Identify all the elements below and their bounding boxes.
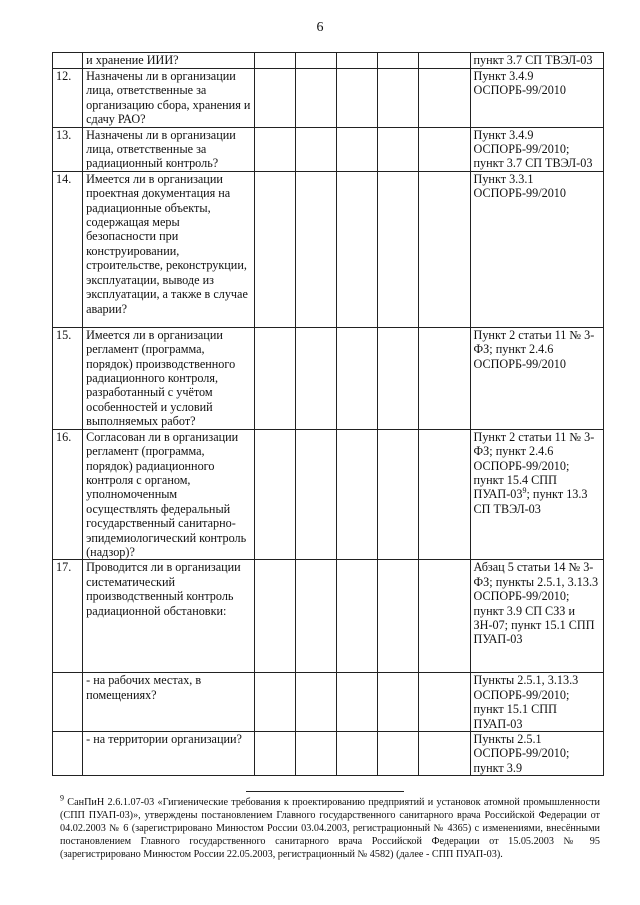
answer-cell [296,673,337,732]
table-row [53,560,604,673]
table-row [53,171,604,327]
answer-cell [377,731,418,775]
reference-cell: Пункт 3.4.9 ОСПОРБ-99/2010; пункт 3.7 СП ТВЭЛ-03 [470,127,603,171]
page-number: 6 [316,20,324,35]
answer-cell [377,69,418,128]
reference-cell [470,429,603,560]
question-cell: Назначены ли в организации лица, ответственные за организацию сбора, хранения и сдачу РАО? [83,69,255,128]
footnote-separator [246,791,404,792]
answer-cell [337,171,378,327]
table-row [53,429,604,560]
answer-cell [377,327,418,429]
question-cell: Согласован ли в организации регламент (программа, порядок) радиационного контроля с органом, уполномоченным осуществлять федеральный государственный санитарно-эпидемиологический контроль (надзор)? [83,429,255,560]
question-cell: - на рабочих местах, в помещениях? [83,673,255,732]
note-cell [418,327,470,429]
answer-cell [296,560,337,673]
answer-cell [337,429,378,560]
table-row [53,53,604,69]
answer-cell [337,673,378,732]
answer-cell [377,127,418,171]
answer-cell [337,53,378,69]
answer-cell [255,69,296,128]
question-cell: Проводится ли в организации систематический производственный контроль радиационной обстановки: [83,560,255,673]
table-row [53,731,604,775]
note-cell [418,69,470,128]
answer-cell [255,731,296,775]
answer-cell [296,429,337,560]
note-cell [418,53,470,69]
answer-cell [296,53,337,69]
answer-cell [255,429,296,560]
question-cell: Имеется ли в организации регламент (программа, порядок) производственного радиационного контроля, разработанный с учётом особенностей и условий выполняемых работ? [83,327,255,429]
row-number: 15. [53,327,83,429]
footnote-marker: 9 [522,486,527,496]
answer-cell [255,127,296,171]
question-cell: Назначены ли в организации лица, ответственные за радиационный контроль? [83,127,255,171]
footnote-text: СанПиН 2.6.1.07-03 «Гигиенические требования к проектированию предприятий и установок атомной промышленности (СПП ПУАП-03)», утверждены постановлением Главного государственного санитарного врача Российской Федерации от 04.02.2003 № 6 (зарегистрировано Минюстом России 03.04.2003, регистрационный № 4365) с изменениями, внесёнными постановлением Главного государственного санитарного врача Российской Федерации от 15.05.2003 № 95 (зарегистрировано Минюстом России 22.05.2003, регистрационный № 4582) (далее - СПП ПУАП-03). [60,797,600,860]
row-number: 17. [53,560,83,673]
answer-cell [377,560,418,673]
row-number [53,53,83,69]
answer-cell [296,69,337,128]
footnote [60,793,600,861]
reference-cell: Пункт 2 статьи 11 № 3-ФЗ; пункт 2.4.6 ОСПОРБ-99/2010 [470,327,603,429]
question-cell: и хранение ИИИ? [83,53,255,69]
reference-cell: Пункт 3.3.1 ОСПОРБ-99/2010 [470,171,603,327]
answer-cell [337,560,378,673]
answer-cell [296,171,337,327]
footnote-marker: 9 [60,793,64,803]
note-cell [418,429,470,560]
question-cell: - на территории организации? [83,731,255,775]
row-number: 13. [53,127,83,171]
table-row [53,327,604,429]
answer-cell [255,327,296,429]
row-number: 16. [53,429,83,560]
table-row [53,69,604,128]
answer-cell [255,171,296,327]
reference-text: ; пункт 13.3 СП ТВЭЛ-03 [473,487,588,516]
note-cell [418,560,470,673]
answer-cell [255,53,296,69]
table-row [53,127,604,171]
reference-cell: Пункты 2.5.1, 3.13.3 ОСПОРБ-99/2010; пункт 15.1 СПП ПУАП-03 [470,673,603,732]
answer-cell [377,673,418,732]
reference-cell: Абзац 5 статьи 14 № 3-ФЗ; пункты 2.5.1, 3.13.3 ОСПОРБ-99/2010; пункт 3.9 СП СЗЗ и ЗН-07; пункт 15.1 СПП ПУАП-03 [470,560,603,673]
reference-text: Пункт 2 статьи 11 № 3-ФЗ; пункт 2.4.6 ОСПОРБ-99/2010; пункт 15.4 СПП ПУАП-03 [473,429,595,502]
answer-cell [296,127,337,171]
answer-cell [377,171,418,327]
row-number [53,731,83,775]
answer-cell [255,673,296,732]
answer-cell [255,560,296,673]
table-row [53,673,604,732]
answer-cell [337,327,378,429]
answer-cell [296,327,337,429]
answer-cell [337,69,378,128]
note-cell [418,673,470,732]
reference-cell: Пункты 2.5.1 ОСПОРБ-99/2010; пункт 3.9 [470,731,603,775]
row-number: 14. [53,171,83,327]
answer-cell [337,731,378,775]
note-cell [418,171,470,327]
answer-cell [296,731,337,775]
answer-cell [337,127,378,171]
answer-cell [377,53,418,69]
note-cell [418,731,470,775]
reference-cell: Пункт 3.4.9 ОСПОРБ-99/2010 [470,69,603,128]
question-cell: Имеется ли в организации проектная документация на радиационные объекты, содержащая меры безопасности при конструировании, строительстве, реконструкции, эксплуатации, выводе из эксплуатации, а также в случае аварии? [83,171,255,327]
row-number [53,673,83,732]
answer-cell [377,429,418,560]
checklist-table [52,52,604,776]
row-number: 12. [53,69,83,128]
note-cell [418,127,470,171]
reference-cell: пункт 3.7 СП ТВЭЛ-03 [470,53,603,69]
